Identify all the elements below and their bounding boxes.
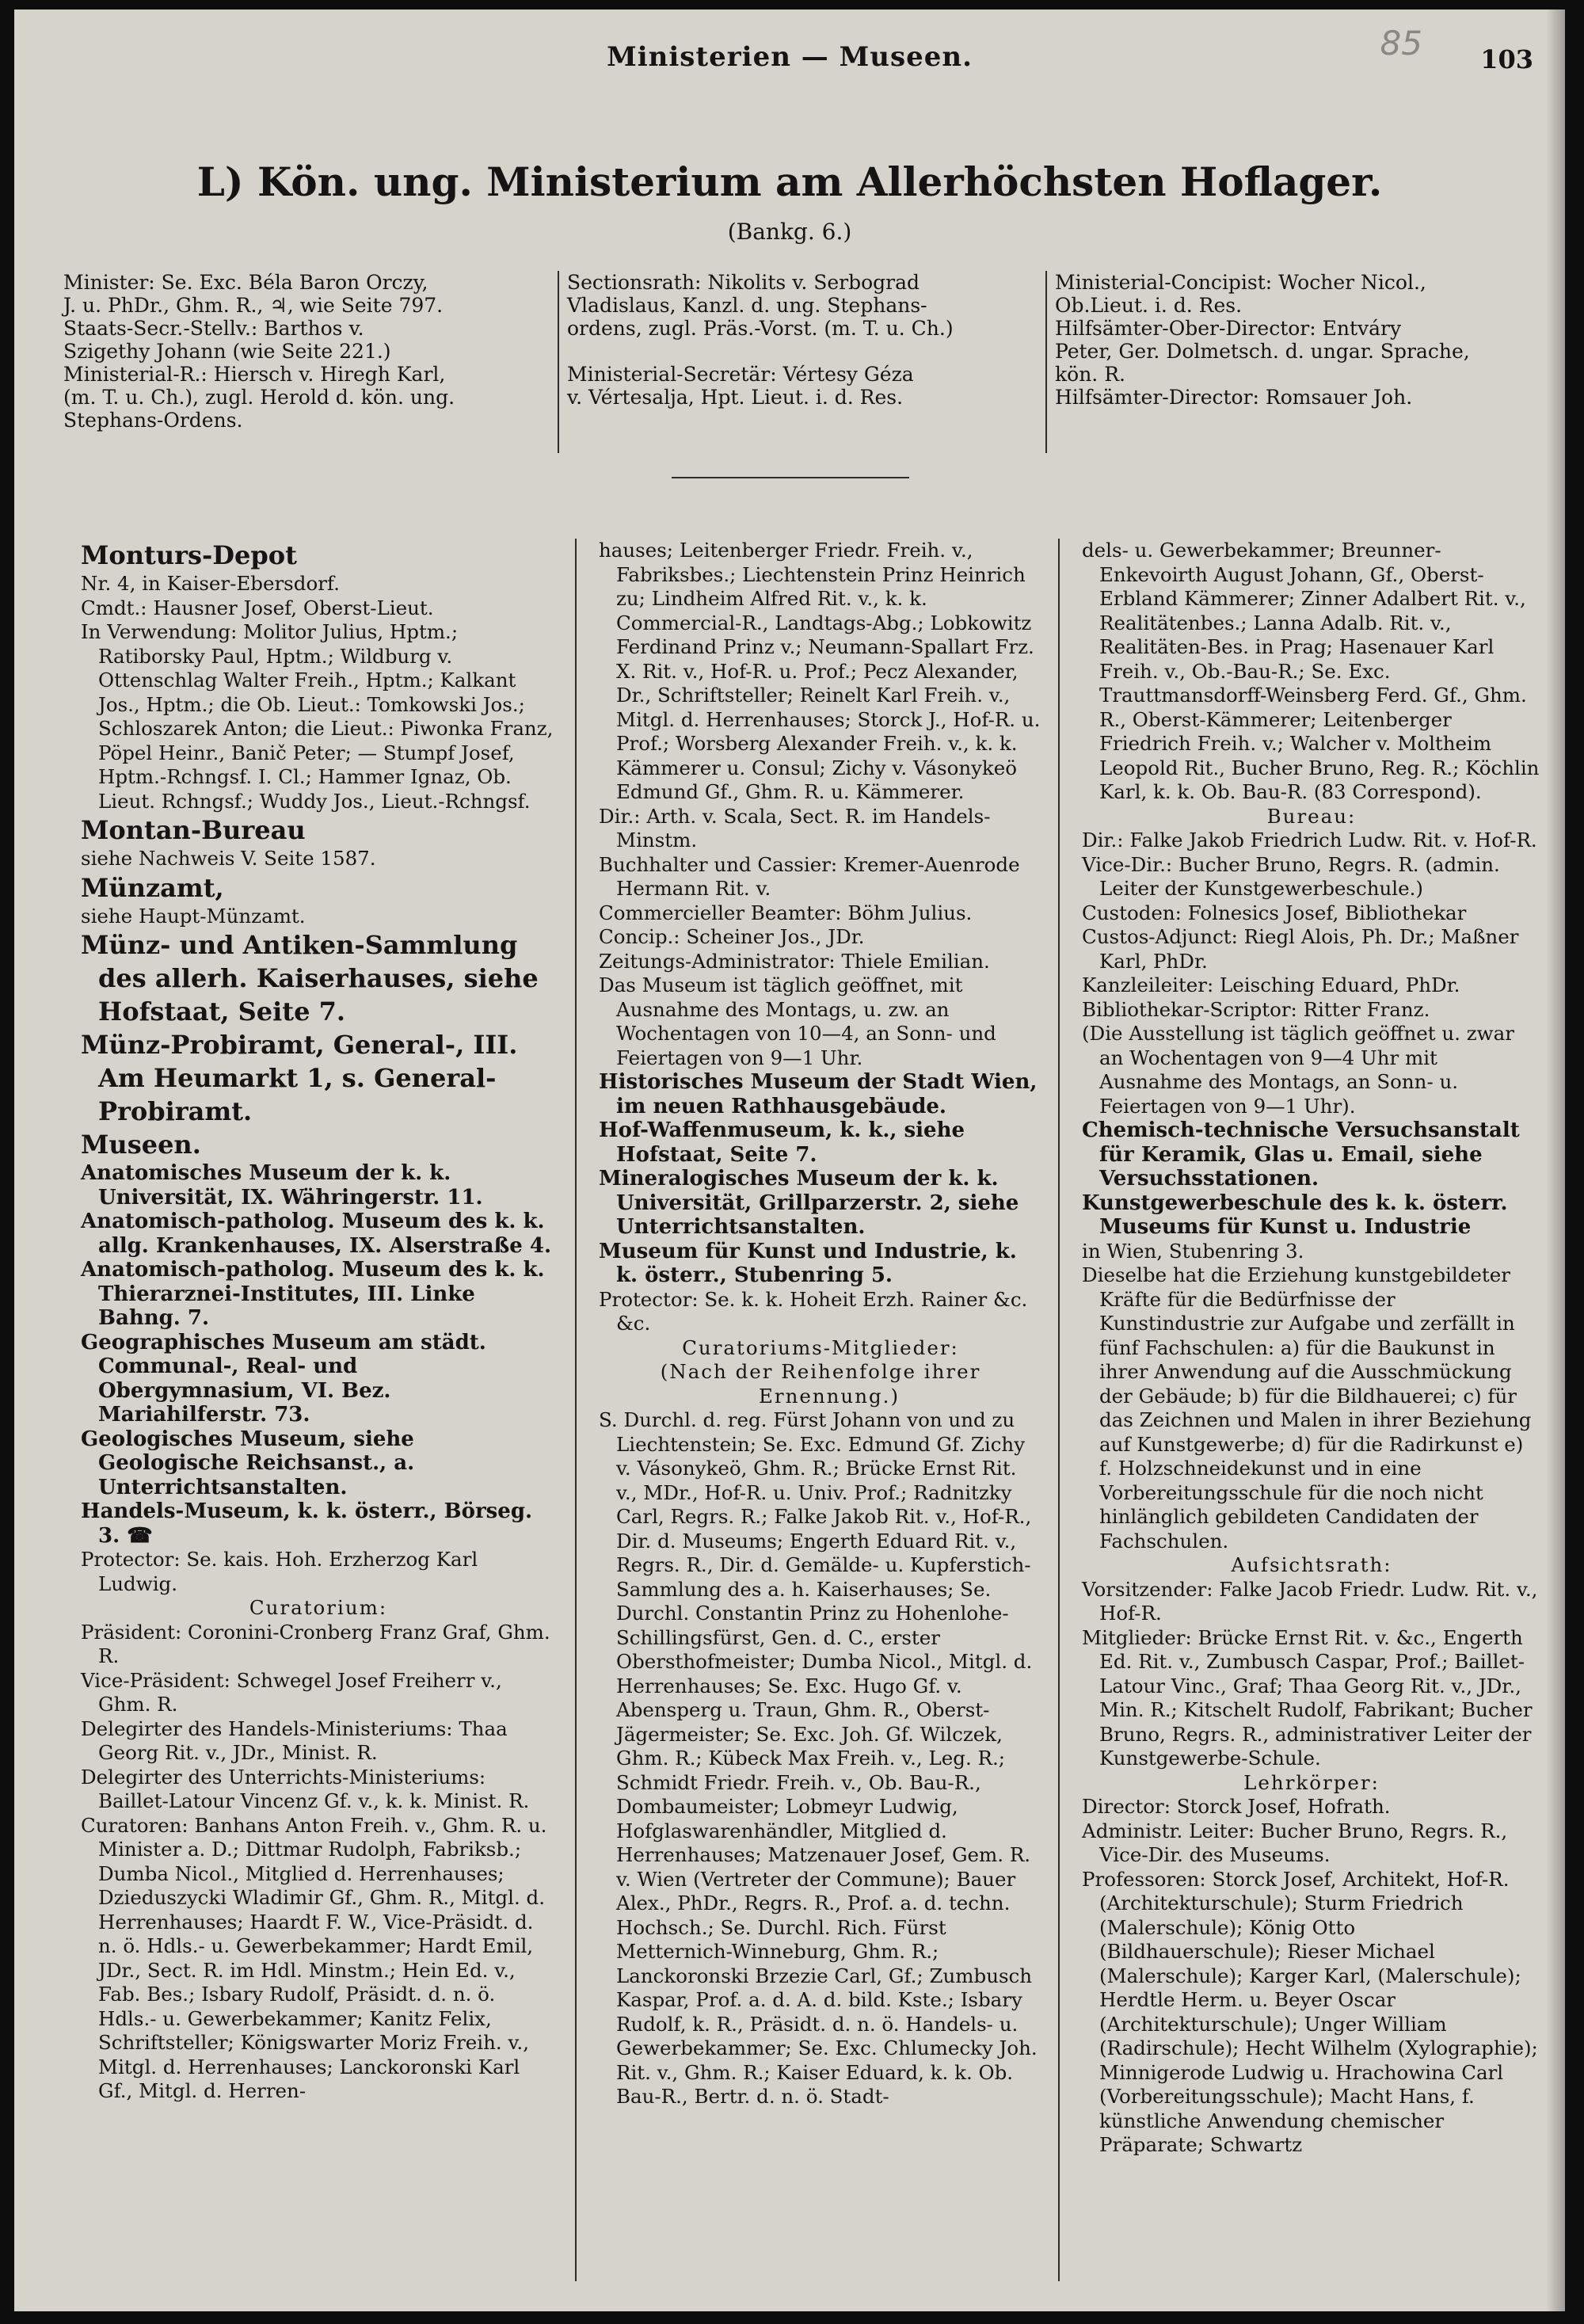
entry-text: Custos-Adjunct: Riegl Alois, Ph. Dr.; Maßner Karl, PhDr.: [1082, 925, 1519, 973]
entry-text: Protector: Se. k. k. Hoheit Erzh. Rainer &c. &c.: [599, 1287, 1028, 1335]
section-divider: [672, 477, 909, 478]
staff-line: Staats-Secr.-Stellv.: Barthos v.: [63, 317, 364, 340]
ministry-staff-col-2: [567, 271, 1042, 409]
entry-heading: Hof-Waffenmuseum, k. k., siehe Hofstaat, Seite 7.: [599, 1118, 965, 1167]
entry-text: In Verwendung: Molitor Julius, Hptm.; Ratiborsky Paul, Hptm.; Wildburg v. Ottenschlag Walter Freih., Hptm.; Kalkant Jos., Hptm.; die Ob. Lieut.: Tomkowski Jos.; Schloszarek Anton; die Lieut.: Piwonka Franz, Pöpel Heinr., Banič Peter; — Stumpf Josef, Hptm.-Rchngsf. I. Cl.; Hammer Ignaz, Ob. Lieut. Rchngsf.; Wuddy Jos., Lieut.-Rchngsf.: [81, 620, 554, 813]
ministry-staff-col-3: [1055, 271, 1546, 409]
staff-line: Ministerial-R.: Hiersch v. Hiregh Karl,: [63, 363, 446, 386]
section-heading: Münz- und Antiken-Sammlung des allerh. Kaiserhauses, siehe Hofstaat, Seite 7.: [81, 930, 539, 1027]
entry-text: Vice-Präsident: Schwegel Josef Freiherr v., Ghm. R.: [81, 1668, 502, 1716]
entry-text: Dieselbe hat die Erziehung kunstgebildeter Kräfte für die Bedürfnisse der Kunstindustrie zur Aufgabe und zerfällt in fünf Fachschulen: a) für die Baukunst in ihrer Anwendung auf die Ausschmückung der Gebäude; b) für die Bildhauerei; c) für das Zeichnen und Malen in ihrer Beziehung auf Kunstgewerbe; d) für die Radirkunst e) f. Holzschneidekunst und in eine Vorbereitungsschule für die noch nicht hinlänglich gebildeten Candidaten der Fachschulen.: [1082, 1263, 1532, 1553]
entry-text: Director: Storck Josef, Hofrath.: [1082, 1795, 1391, 1818]
entry-heading: Handels-Museum, k. k. österr., Börseg. 3. ☎: [81, 1499, 533, 1548]
staff-line: Szigethy Johann (wie Seite 221.): [63, 340, 391, 363]
entry-text: siehe Nachweis V. Seite 1587.: [81, 847, 376, 870]
staff-line: Minister: Se. Exc. Béla Baron Orczy,: [63, 271, 428, 294]
subheading: Curatoriums-Mitglieder:: [682, 1335, 959, 1359]
subheading: Lehrkörper:: [1243, 1770, 1380, 1794]
staff-line: Ob.Lieut. i. d. Res.: [1055, 294, 1243, 317]
staff-line: J. u. PhDr., Ghm. R., ♃, wie Seite 797.: [63, 294, 444, 317]
entry-text: Custoden: Folnesics Josef, Bibliothekar: [1082, 901, 1467, 924]
column-divider: [1045, 271, 1047, 453]
staff-line: Stephans-Ordens.: [63, 409, 243, 432]
entry-text: Commercieller Beamter: Böhm Julius.: [599, 901, 973, 924]
staff-line: kön. R.: [1055, 363, 1125, 386]
running-head: Ministerien — Museen.: [607, 41, 973, 73]
entry-text: Kanzleileiter: Leisching Eduard, PhDr.: [1082, 973, 1460, 996]
ministry-staff-col-1: [63, 271, 554, 432]
page-number: 103: [1480, 44, 1533, 74]
entry-heading: Kunstgewerbeschule des k. k. österr. Museums für Kunst u. Industrie: [1082, 1191, 1508, 1239]
entry-text: Nr. 4, in Kaiser-Ebersdorf.: [81, 572, 340, 595]
staff-line: Peter, Ger. Dolmetsch. d. ungar. Sprache,: [1055, 340, 1470, 363]
entry-text: Präsident: Coronini-Cronberg Franz Graf, Ghm. R.: [81, 1620, 550, 1667]
entry-text: dels- u. Gewerbekammer; Breunner-Enkevoirth August Johann, Gf., Oberst-Erbland Kämmerer; Zinner Adalbert Rit. v., Realitätenbes.; Lanna Adalb. Rit. v., Realitäten-Bes. in Prag; Hasenauer Karl Freih. v., Ob.-Bau-R.; Se. Exc. Trauttmansdorff-Weinsberg Ferd. Gf., Ghm. R., Oberst-Kämmerer; Leitenberger Friedrich Freih. v.; Walcher v. Moltheim Leopold Rit., Bucher Bruno, Reg. R.; Köchlin Karl, k. k. Ob. Bau-R. (83 Correspond).: [1082, 539, 1540, 803]
staff-line: Vladislaus, Kanzl. d. ung. Stephans-: [567, 294, 927, 317]
entry-text: in Wien, Stubenring 3.: [1082, 1239, 1304, 1263]
section-heading: Münz-Probiramt, General-, III. Am Heumarkt 1, s. General-Probiramt.: [81, 1030, 518, 1126]
staff-line: (m. T. u. Ch.), zugl. Herold d. kön. ung.: [63, 386, 455, 409]
entry-text: hauses; Leitenberger Friedr. Freih. v., Fabriksbes.; Liechtenstein Prinz Heinrich zu; Lindheim Alfred Rit. v., k. k. Commercial-R., Landtags-Abg.; Lobkowitz Ferdinand Prinz v.; Neumann-Spallart Frz. X. Rit. v., Hof-R. u. Prof.; Pecz Alexander, Dr., Schriftsteller; Reinelt Karl Freih. v., Mitgl. d. Herrenhauses; Storck J., Hof-R. u. Prof.; Worsberg Alexander Freih. v., k. k. Kämmerer u. Consul; Zichy v. Vásonykeö Edmund Gf., Ghm. R. u. Kämmerer.: [599, 539, 1041, 803]
entry-text: Vice-Dir.: Bucher Bruno, Regrs. R. (admin. Leiter der Kunstgewerbeschule.): [1082, 852, 1500, 900]
staff-line: Hilfsämter-Ober-Director: Entváry: [1055, 317, 1402, 340]
ministry-subtitle: (Bankg. 6.): [727, 219, 852, 245]
subheading: (Nach der Reihenfolge ihrer Ernennung.): [660, 1360, 981, 1408]
entry-heading: Museum für Kunst und Industrie, k. k. österr., Stubenring 5.: [599, 1239, 1017, 1287]
entry-text: Delegirter des Unterrichts-Ministeriums: Baillet-Latour Vincenz Gf. v., k. k. Minist. R.: [81, 1765, 530, 1812]
entry-text: siehe Haupt-Münzamt.: [81, 904, 306, 928]
section-heading: Monturs-Depot: [81, 540, 297, 570]
subheading: Curatorium:: [249, 1596, 388, 1619]
entry-heading: Geographisches Museum am städt. Communal-, Real- und Obergymnasium, VI. Bez. Mariahilferstr. 73.: [81, 1330, 486, 1427]
staff-line: Ministerial-Secretär: Vértesy Géza: [567, 363, 914, 386]
text-column-right: [1082, 539, 1541, 2158]
entry-text: Zeitungs-Administrator: Thiele Emilian.: [599, 949, 990, 973]
entry-text: Concip.: Scheiner Jos., JDr.: [599, 925, 865, 948]
entry-heading: Anatomisches Museum der k. k. Universität, IX. Währingerstr. 11.: [81, 1161, 483, 1210]
entry-heading: Geologisches Museum, siehe Geologische Reichsanst., a. Unterrichtsanstalten.: [81, 1427, 415, 1499]
entry-heading: Anatomisch-patholog. Museum des k. k. allg. Krankenhauses, IX. Alserstraße 4.: [81, 1210, 552, 1258]
entry-text: S. Durchl. d. reg. Fürst Johann von und zu Liechtenstein; Se. Exc. Edmund Gf. Zichy v. Vásonykeö, Ghm. R.; Brücke Ernst Rit. v., MDr., Hof-R. u. Univ. Prof.; Radnitzky Carl, Regrs. R.; Falke Jakob Rit. v., Hof-R., Dir. d. Museums; Engerth Eduard Rit. v., Regrs. R., Dir. d. Gemälde- u. Kupferstich-Sammlung des a. h. Kaiserhauses; Se. Durchl. Constantin Prinz zu Hohenlohe-Schillingsfürst, Gen. d. C., erster Obersthofmeister; Dumba Nicol., Mitgl. d. Herrenhauses; Se. Exc. Hugo Gf. v. Abensperg u. Traun, Ghm. R., Oberst-Jägermeister; Se. Exc. Joh. Gf. Wilczek, Ghm. R.; Kübeck Max Freih. v., Leg. R.; Schmidt Friedr. Freih. v., Ob. Bau-R., Dombaumeister; Lobmeyr Ludwig, Hofglaswarenhändler, Mitglied d. Herrenhauses; Matzenauer Josef, Gem. R. v. Wien (Vertreter der Commune); Bauer Alex., PhDr., Regrs. R., Prof. a. d. techn. Hochsch.; Se. Durchl. Rich. Fürst Metternich-Winneburg, Ghm. R.; Lanckoronski Brzezie Carl, Gf.; Zumbusch Kaspar, Prof. a. d. A. d. bild. Kste.; Isbary Rudolf, k. R., Präsidt. d. n. ö. Handels- u. Gewerbekammer; Se. Exc. Chlumecky Joh. Rit. v., Ghm. R.; Kaiser Eduard, k. k. Ob. Bau-R., Bertr. d. n. ö. Stadt-: [599, 1408, 1038, 2108]
staff-line: Hilfsämter-Director: Romsauer Joh.: [1055, 386, 1413, 409]
staff-line: [567, 340, 1042, 363]
document-page: [14, 10, 1565, 2311]
entry-heading: Anatomisch-patholog. Museum des k. k. Thierarznei-Institutes, III. Linke Bahng. 7.: [81, 1258, 545, 1330]
staff-line: v. Vértesalja, Hpt. Lieut. i. d. Res.: [567, 386, 904, 409]
column-divider: [1058, 539, 1060, 2281]
entry-text: Cmdt.: Hausner Josef, Oberst-Lieut.: [81, 596, 434, 619]
entry-text: Bibliothekar-Scriptor: Ritter Franz.: [1082, 997, 1430, 1021]
entry-text: Mitglieder: Brücke Ernst Rit. v. &c., Engerth Ed. Rit. v., Zumbusch Caspar, Prof.; Baillet-Latour Vinc., Graf; Thaa Georg Rit. v., JDr., Min. R.; Kitschelt Rudolf, Fabrikant; Bucher Bruno, Regrs. R., administrativer Leiter der Kunstgewerbe-Schule.: [1082, 1625, 1533, 1770]
entry-heading: Mineralogisches Museum der k. k. Universität, Grillparzerstr. 2, siehe Unterrichtsanstalten.: [599, 1167, 1019, 1239]
entry-text: Buchhalter und Cassier: Kremer-Auenrode Hermann Rit. v.: [599, 852, 1020, 900]
entry-text: Protector: Se. kais. Hoh. Erzherzog Karl Ludwig.: [81, 1548, 478, 1595]
column-divider: [575, 539, 577, 2281]
entry-text: Curatoren: Banhans Anton Freih. v., Ghm. R. u. Minister a. D.; Dittmar Rudolph, Fabriksb.; Dumba Nicol., Mitglied d. Herrenhauses; Dzieduszycki Wladimir Gf., Ghm. R., Mitgl. d. Herrenhauses; Haardt F. W., Vice-Präsidt. d. n. ö. Hdls.- u. Gewerbekammer; Hardt Emil, JDr., Sect. R. im Hdl. Minstm.; Hein Ed. v., Fab. Bes.; Isbary Rudolf, Präsidt. d. n. ö. Hdls.- u. Gewerbekammer; Kanitz Felix, Schriftsteller; Königswarter Moriz Freih. v., Mitgl. d. Herrenhauses; Lanckoronski Karl Gf., Mitgl. d. Herren-: [81, 1813, 547, 2102]
subheading: Bureau:: [1266, 804, 1357, 828]
entry-text: (Die Ausstellung ist täglich geöffnet u. zwar an Wochentagen von 9—4 Uhr mit Ausnahme des Montags, an Sonn- u. Feiertagen von 9—1 Uhr).: [1082, 1022, 1514, 1118]
staff-line: ordens, zugl. Präs.-Vorst. (m. T. u. Ch.): [567, 317, 954, 340]
section-heading: Museen.: [81, 1130, 201, 1160]
text-column-middle: [599, 539, 1042, 2109]
column-divider: [558, 271, 559, 453]
entry-text: Das Museum ist täglich geöffnet, mit Ausnahme des Montags, u. zw. an Wochentagen von 10—4, an Sonn- und Feiertagen von 9—1 Uhr.: [599, 973, 996, 1069]
entry-heading: Chemisch-technische Versuchsanstalt für Keramik, Glas u. Email, siehe Versuchsstationen.: [1082, 1118, 1520, 1191]
subheading: Aufsichtsrath:: [1231, 1553, 1392, 1576]
page-fold-shadow: [1546, 10, 1565, 2311]
ministry-title: L) Kön. ung. Ministerium am Allerhöchsten Hoflager.: [196, 158, 1383, 205]
entry-text: Delegirter des Handels-Ministeriums: Thaa Georg Rit. v., JDr., Minist. R.: [81, 1716, 508, 1764]
entry-text: Professoren: Storck Josef, Architekt, Hof-R. (Architekturschule); Sturm Friedrich (Malerschule); König Otto (Bildhauerschule); Rieser Michael (Malerschule); Karger Karl, (Malerschule); Herdtle Herm. u. Beyer Oscar (Architekturschule); Unger William (Radirschule); Hecht Wilhelm (Xylographie); Minnigerode Ludwig u. Hrachowina Carl (Vorbereitungsschule); Macht Hans, f. künstliche Anwendung chemischer Präparate; Schwartz: [1082, 1867, 1538, 2156]
section-heading: Montan-Bureau: [81, 815, 306, 845]
entry-text: Dir.: Falke Jakob Friedrich Ludw. Rit. v. Hof-R.: [1082, 829, 1537, 851]
entry-text: Dir.: Arth. v. Scala, Sect. R. im Handels-Minstm.: [599, 804, 991, 851]
staff-line: Ministerial-Concipist: Wocher Nicol.,: [1055, 271, 1426, 294]
entry-text: Administr. Leiter: Bucher Bruno, Regrs. R., Vice-Dir. des Museums.: [1082, 1819, 1508, 1866]
entry-heading: Historisches Museum der Stadt Wien, im neuen Rathhausgebäude.: [599, 1070, 1038, 1118]
section-heading: Münzamt,: [81, 872, 224, 903]
pencil-annotation: 85: [1380, 24, 1422, 63]
text-column-left: [81, 539, 556, 2104]
entry-text: Vorsitzender: Falke Jacob Friedr. Ludw. Rit. v., Hof-R.: [1082, 1577, 1538, 1625]
staff-line: Sectionsrath: Nikolits v. Serbograd: [567, 271, 920, 294]
